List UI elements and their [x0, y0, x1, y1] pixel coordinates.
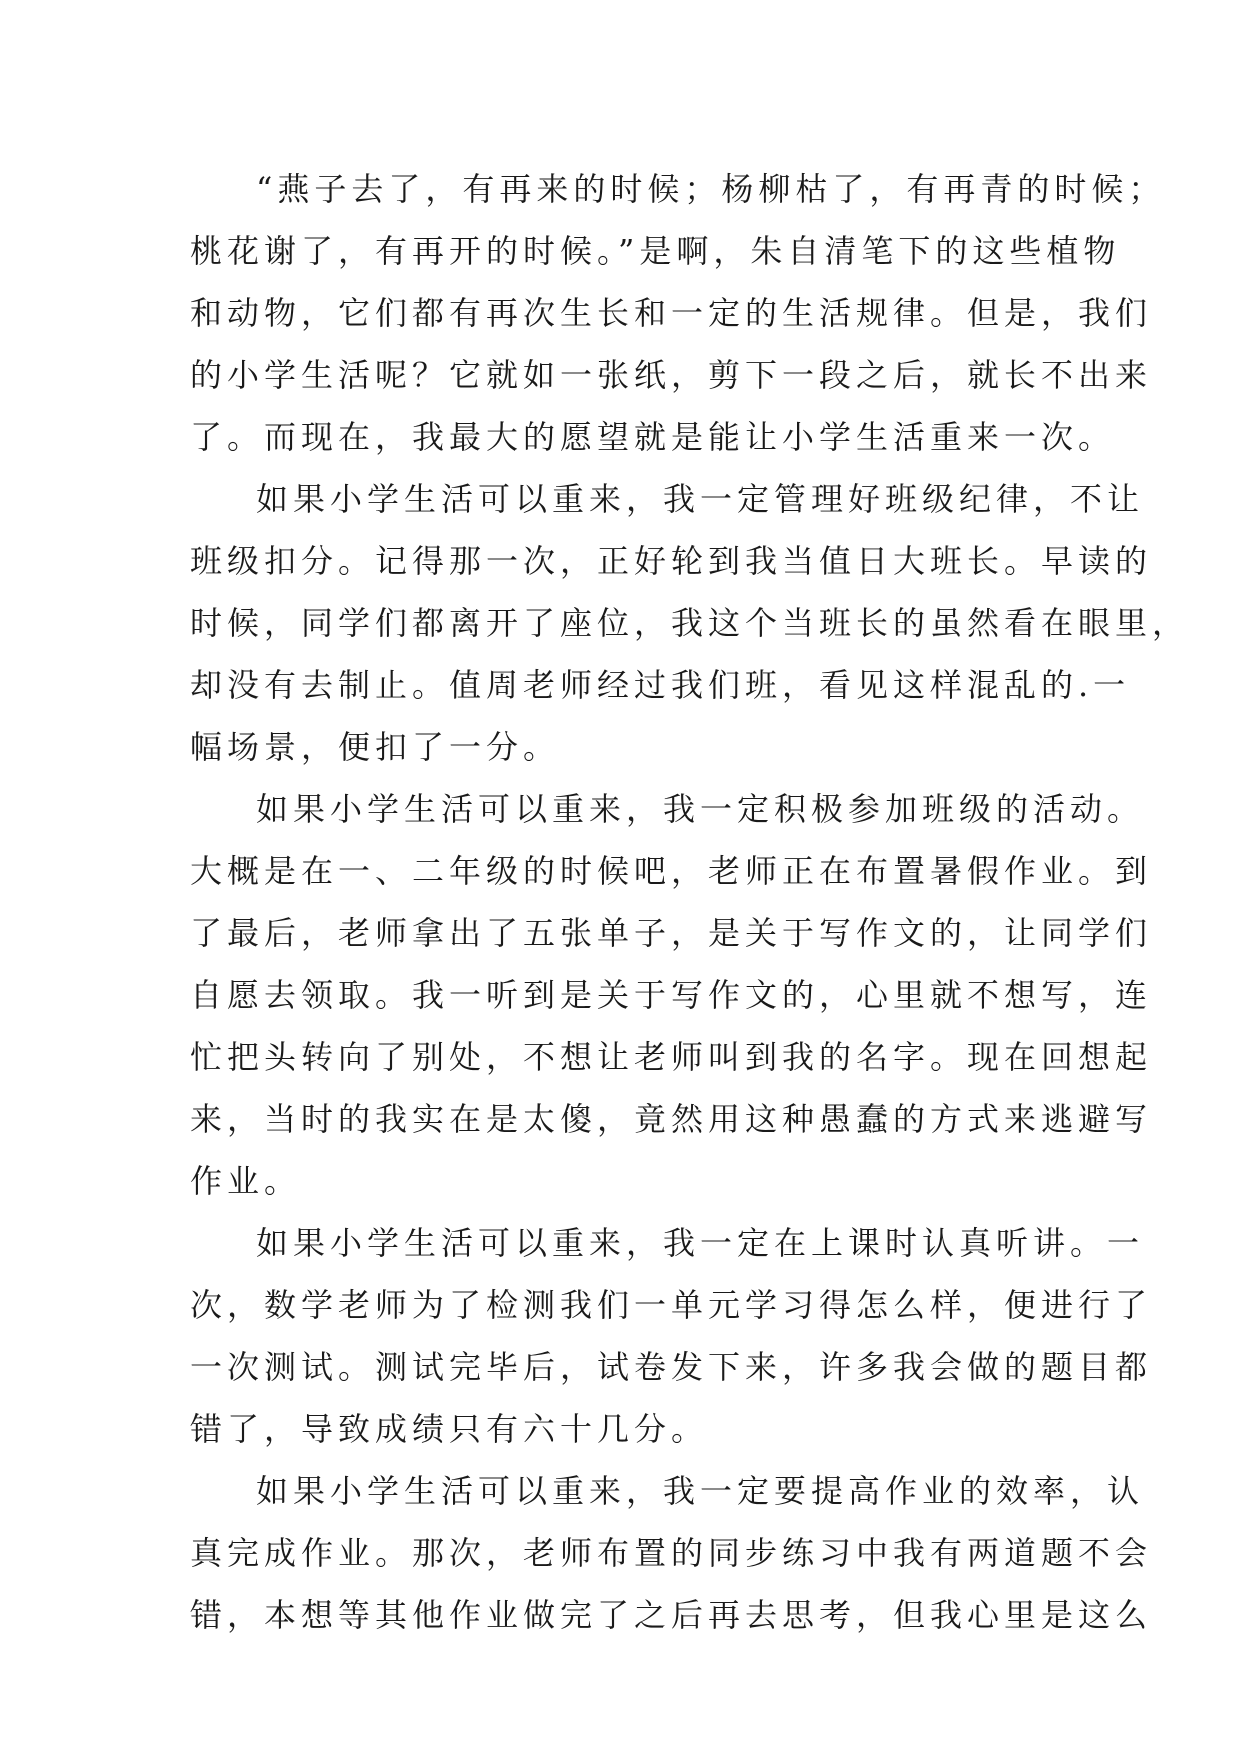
text-line: 忙把头转向了别处，不想让老师叫到我的名字。现在回想起	[190, 1038, 1153, 1076]
text-line: 了最后，老师拿出了五张单子，是关于写作文的，让同学们	[190, 914, 1153, 952]
text-line: 错，本想等其他作业做完了之后再去思考，但我心里是这么	[190, 1596, 1153, 1634]
text-line: 如果小学生活可以重来，我一定积极参加班级的活动。	[256, 790, 1145, 828]
text-line: 真完成作业。那次，老师布置的同步练习中我有两道题不会	[190, 1534, 1153, 1572]
paragraph	[190, 1212, 1153, 1460]
text-line: 大概是在一、二年级的时候吧，老师正在布置暑假作业。到	[190, 852, 1153, 890]
text-line: 班级扣分。记得那一次，正好轮到我当值日大班长。早读的	[190, 542, 1153, 580]
paragraph	[190, 778, 1153, 1212]
essay-body	[190, 158, 1190, 1646]
text-line: 了。而现在，我最大的愿望就是能让小学生活重来一次。	[190, 418, 1116, 456]
text-line: 如果小学生活可以重来，我一定管理好班级纪律，不让	[256, 480, 1145, 518]
text-line: 如果小学生活可以重来，我一定要提高作业的效率，认	[256, 1472, 1145, 1510]
text-line: 自愿去领取。我一听到是关于写作文的，心里就不想写，连	[190, 976, 1153, 1014]
text-line: 时候，同学们都离开了座位，我这个当班长的虽然看在眼里，	[190, 604, 1190, 642]
text-line: 来，当时的我实在是太傻，竟然用这种愚蠢的方式来逃避写	[190, 1100, 1153, 1138]
text-line: 如果小学生活可以重来，我一定在上课时认真听讲。一	[256, 1224, 1145, 1262]
text-line: 桃花谢了，有再开的时候。”是啊，朱自清笔下的这些植物	[190, 232, 1121, 270]
text-line: 幅场景，便扣了一分。	[190, 728, 561, 766]
text-line: 错了，导致成绩只有六十几分。	[190, 1410, 709, 1448]
paragraph	[190, 158, 1166, 468]
text-line: 的小学生活呢？它就如一张纸，剪下一段之后，就长不出来	[190, 356, 1153, 394]
text-line: 和动物，它们都有再次生长和一定的生活规律。但是，我们	[190, 294, 1153, 332]
paragraph	[190, 1460, 1153, 1646]
text-line: 作业。	[190, 1162, 302, 1200]
paragraph	[190, 468, 1190, 778]
text-line: “燕子去了，有再来的时候；杨柳枯了，有再青的时候；	[256, 170, 1166, 208]
text-line: 却没有去制止。值周老师经过我们班，看见这样混乱的.一	[190, 666, 1131, 704]
text-line: 次，数学老师为了检测我们一单元学习得怎么样，便进行了	[190, 1286, 1153, 1324]
text-line: 一次测试。测试完毕后，试卷发下来，许多我会做的题目都	[190, 1348, 1153, 1386]
